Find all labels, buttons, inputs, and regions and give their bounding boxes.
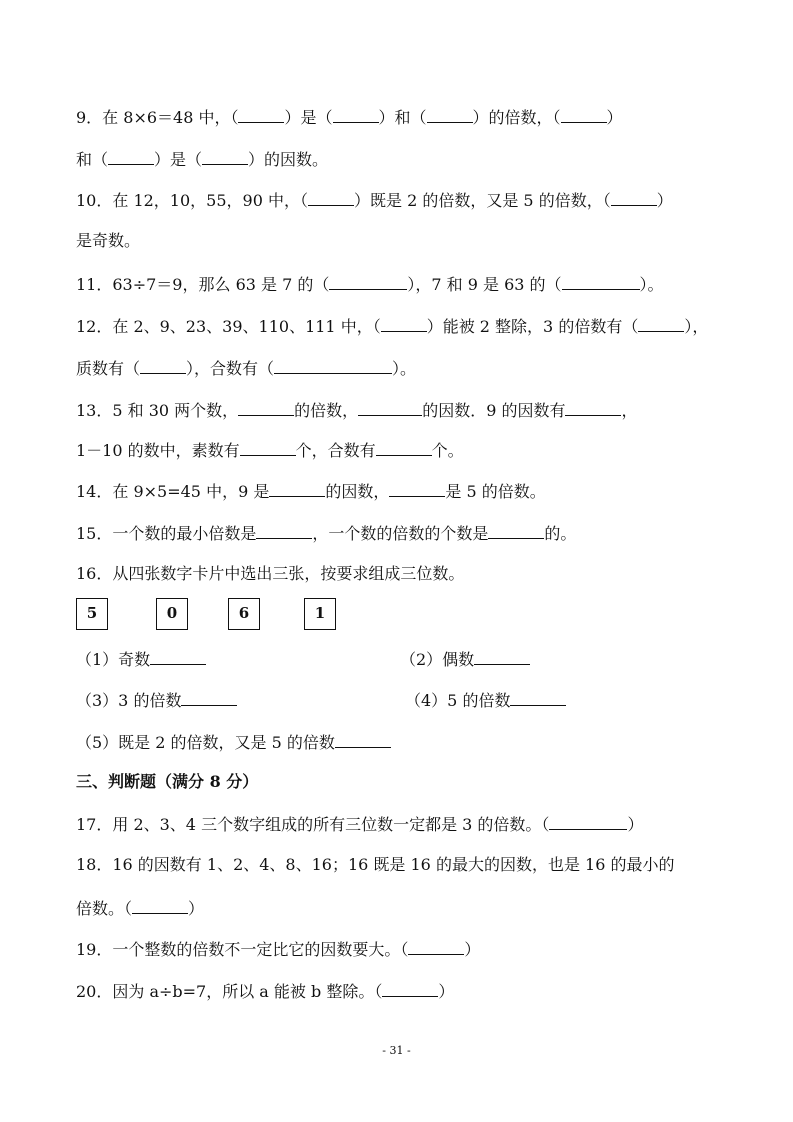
- question-9-line2: 和（ ）是（ ）的因数。: [76, 146, 328, 172]
- section-heading: 三、判断题（满分 8 分）: [76, 772, 259, 791]
- answer-blank[interactable]: [335, 729, 391, 748]
- answer-blank[interactable]: [240, 437, 296, 456]
- answer-blank[interactable]: [565, 397, 621, 416]
- question-16-part-4: （4）5 的倍数: [405, 687, 566, 713]
- answer-blank[interactable]: [140, 355, 186, 374]
- question-10-line2: 是奇数。: [76, 231, 141, 250]
- question-16-part-3: （3）3 的倍数: [76, 687, 237, 713]
- answer-blank[interactable]: [256, 520, 312, 539]
- question-16-part-5: （5）既是 2 的倍数，又是 5 的倍数: [76, 729, 391, 755]
- answer-blank[interactable]: [329, 271, 407, 290]
- answer-blank[interactable]: [358, 397, 422, 416]
- answer-blank[interactable]: [488, 520, 544, 539]
- answer-blank[interactable]: [333, 104, 379, 123]
- page-number: - 31 -: [382, 1044, 411, 1057]
- number-card: 1: [304, 598, 336, 630]
- question-16-part-1: （1）奇数: [76, 646, 206, 672]
- answer-blank[interactable]: [427, 104, 473, 123]
- answer-blank[interactable]: [238, 104, 284, 123]
- answer-blank[interactable]: [181, 687, 237, 706]
- question-18-line2: 倍数。（ ）: [76, 895, 204, 921]
- question-19: 19．一个整数的倍数不一定比它的因数要大。（ ）: [76, 936, 480, 962]
- answer-blank[interactable]: [150, 646, 206, 665]
- answer-blank[interactable]: [510, 687, 566, 706]
- question-16: 16．从四张数字卡片中选出三张，按要求组成三位数。: [76, 564, 465, 583]
- question-12-line1: 12．在 2、9、23、39、110、111 中，（ ）能被 2 整除，3 的倍数有（ ），: [76, 313, 708, 339]
- answer-blank[interactable]: [561, 104, 607, 123]
- number-card: 6: [228, 598, 260, 630]
- answer-blank[interactable]: [238, 397, 294, 416]
- question-16-part-2: （2）偶数: [400, 646, 530, 672]
- question-13-line1: 13．5 和 30 两个数， 的倍数， 的因数．9 的因数有 ，: [76, 397, 637, 423]
- answer-blank[interactable]: [202, 146, 248, 165]
- answer-blank[interactable]: [474, 646, 530, 665]
- question-15: 15．一个数的最小倍数是 ，一个数的倍数的个数是 的。: [76, 520, 576, 546]
- answer-blank[interactable]: [549, 811, 627, 830]
- answer-blank[interactable]: [562, 271, 640, 290]
- answer-blank[interactable]: [132, 895, 188, 914]
- question-14: 14．在 9×5=45 中，9 是 的因数， 是 5 的倍数。: [76, 478, 546, 504]
- answer-blank[interactable]: [108, 146, 154, 165]
- question-10-line1: 10．在 12，10，55，90 中，（ ）既是 2 的倍数，又是 5 的倍数，（ ）: [76, 187, 673, 213]
- number-card: 0: [156, 598, 188, 630]
- question-18-line1: 18．16 的因数有 1、2、4、8、16；16 既是 16 的最大的因数，也是 16 的最小的: [76, 855, 675, 874]
- answer-blank[interactable]: [389, 478, 445, 497]
- question-11: 11．63÷7＝9，那么 63 是 7 的（ ），7 和 9 是 63 的（ ）。: [76, 271, 664, 297]
- answer-blank[interactable]: [269, 478, 325, 497]
- answer-blank[interactable]: [381, 313, 427, 332]
- question-20: 20．因为 a÷b=7，所以 a 能被 b 整除。（ ）: [76, 978, 454, 1004]
- question-17: 17．用 2、3、4 三个数字组成的所有三位数一定都是 3 的倍数。（ ）: [76, 811, 643, 837]
- answer-blank[interactable]: [376, 437, 432, 456]
- answer-blank[interactable]: [308, 187, 354, 206]
- answer-blank[interactable]: [611, 187, 657, 206]
- question-13-line2: 1－10 的数中，素数有 个，合数有 个。: [76, 437, 464, 463]
- number-card: 5: [76, 598, 108, 630]
- answer-blank[interactable]: [382, 978, 438, 997]
- answer-blank[interactable]: [274, 355, 392, 374]
- answer-blank[interactable]: [638, 313, 684, 332]
- question-12-line2: 质数有（ ），合数有（ ）。: [76, 355, 416, 381]
- question-9-line1: 9．在 8×6＝48 中，（ ）是（ ）和（ ）的倍数，（ ）: [76, 104, 623, 130]
- answer-blank[interactable]: [408, 936, 464, 955]
